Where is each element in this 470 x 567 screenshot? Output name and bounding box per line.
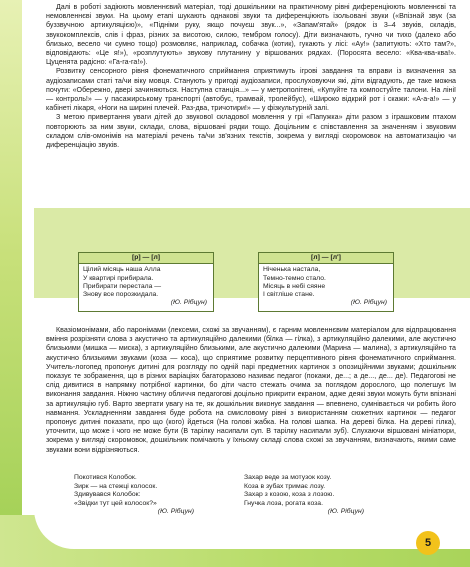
- poem-author: (Ю. Рібцун): [327, 508, 364, 516]
- paragraph-main: Квазіомонімами, або паронімами (лексеми, схожі за звучанням), є гарним мовленнєвим матеріалом для відпрацювання вміння розрізняти слова з акустично та артикуляційно далекими (бі̇лка — гі̇лка), з артикуляційно далекими, але акустично близькими (мишка — миска), з артикуляційно близькими, але акустично далекими (Марина — малина), з артикуляційно та акустично близькими звуками (коза — коса), що сприятиме розвитку перцептивного рівня фонематичного сприймання. Учитель-логопед пропонує дитині для розгляду по одній парі предметних картинок з опозиційними звуками; дошкільник показує те зображення, що в різних варіаціях багаторазово називає педагог (покажи, де...; а де..., де... де). Педагогові не слід дивитися в напрямку потрібної картинки, бо діти часто стежать очима за поглядом дорослого, що полегшує їм виконання завдання. Ніжню частину обличчя педагогові доцільно прикрити екраном, адже деякі звуки можуть бути впізнані за артикуляцію губ. Варто звертати увагу на те, як дошкільник виконує завдання — впевнено, сумнівається чи робить його навмання. Ускладненням завдання буде робота на смисловому рівні з використанням сюжетних картинок — педагог пропонує дитині показати, про що (кого) йдеться (На голові жабка. На голові шапка. На дереві білка. На дереві гілка), уточнити, що може і чого не може бути (В тарілку насипали суп. В тарілку насипали зуб). Слухаючи віршовані мініатюри, зокрема у вигляді скоромовок, дошкільник помічають у їхньому складі слова схожі за звучанням, визначають, якими саме звуками вони відрізняються.: [46, 326, 456, 454]
- box-line: І світліше стане.: [263, 291, 315, 299]
- box-line: Прибирати перестала —: [83, 282, 162, 290]
- page-number: 5: [416, 531, 440, 555]
- box-line: Місяць в небі сяяне: [263, 282, 326, 290]
- poem-line: Гнучка лоза, рогата коза.: [244, 499, 323, 507]
- poem-line: Здивувався Колобок:: [74, 491, 141, 499]
- box-line: Цілий місяць наша Алла: [83, 266, 161, 274]
- left-decorative-stripe: [0, 0, 22, 567]
- poem-line: Захар веде за мотузок козу.: [244, 474, 332, 481]
- poem-author: (Ю. Рібцун): [157, 508, 194, 516]
- paragraph-3: З метою привертання уваги дітей до звукової складової мовлення у грі «Папужка» діти разом з іграшковим птахом повторюють за ним звуки, склади, слова, віршовані рядки тощо. Доцільним є співставлення за значенням і звуковим складом слів-омонімів на матеріалі речень та/чи зв'язних текстів, зокрема у вигляді скоромовок на автоматизацію чи диференціацію звуків.: [46, 113, 456, 150]
- box-line: Знову все порозкидала.: [83, 291, 159, 299]
- intro-text: [46, 3, 456, 150]
- poem-line: «Звідки тут цей колосок?»: [74, 499, 157, 507]
- tongue-twister-box-l-l-soft: [258, 252, 394, 312]
- main-text: [46, 326, 456, 455]
- box-line: У квартирі прибирала.: [83, 274, 154, 282]
- box-author: (Ю. Рібцун): [350, 299, 387, 307]
- box-author: (Ю. Рібцун): [170, 299, 207, 307]
- paragraph-2: Розвитку сенсорного рівня фонематичного сприймання сприятимуть ігрові завдання та вправи із визначення за аудіозаписами статі та/чи віку мовця. Станують у пригоді аудіозаписи, прослуховуючи які, діти відгадують, де таке можна почути: «Обережно, двері зачиняються. Наступна станція...» — у метрополітені, «Купуйте та компостуйте талони. На лінії — контроль!» — у пасажирському транспорті (автобус, трамвай, тролейбус), «Широко відкрий рот і скажи: «А-а-а!» — у кабінеті лікаря, «Ноги на ширині плечей. Раз-два, тричотири!» — у фізкультурній залі.: [46, 67, 456, 113]
- box-line: Темно-темно стало.: [263, 274, 326, 282]
- poem-line: Коза в зубах тримає лозу.: [244, 482, 326, 490]
- box-heading: [р] — [л]: [79, 253, 213, 264]
- box-line: Ніченька настала,: [263, 266, 321, 274]
- paragraph-1: Далі в роботі задіюють мовленнєвий матеріал, тоді дошкільники на практичному рівні диференціюють мовленнєві та немовленнєві звуки. На цьому етапі шукають однакові звуки та диференціюють ізольовані звуки («Впізнай звук (за буззвучною артикуляцією)», «Підніми руку, якщо почуєш звук...», «Запам'ятай» (рядок із 3–4 звуків, складів, звукокомплексів, слів і фраз, різних за висотою, силою, тембром голосу). Діти визначають, гучно чи тихо (далеко або близько, весело чи сумно тощо) розмовляє, наприклад, собачка (котик), гукають у лісі: «Ау!» (запитують: «Хто там?», відповідають: «Це я!»), «розплутують» звукову плутанину у віршованих рядках. (Поросята весело: «Ква-ква-ква!». Цуценята радісно: «Га-га-га!»).: [46, 3, 456, 67]
- poem-left: [74, 474, 194, 517]
- poem-line: Захар з козою, коза з лозою.: [244, 491, 335, 499]
- poem-line: Зирк — на стежці колосок.: [74, 482, 158, 490]
- tongue-twister-box-r-l: [78, 252, 214, 312]
- box-heading: [л] — [л']: [259, 253, 393, 264]
- tongue-twister-boxes: [78, 252, 398, 308]
- poem-right: [244, 474, 364, 517]
- poem-line: Покотився Колобок.: [74, 474, 137, 481]
